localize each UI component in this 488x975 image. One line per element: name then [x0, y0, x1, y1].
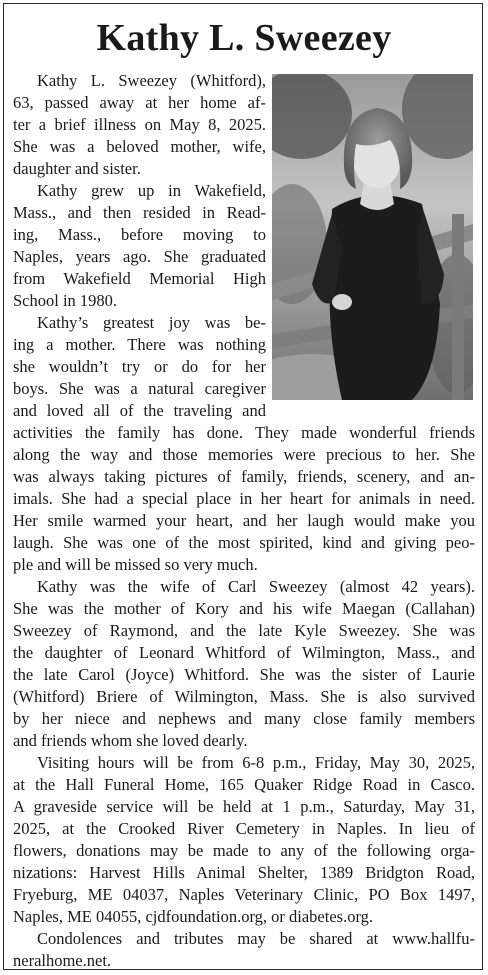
text-line: she wouldn’t try or do for her: [13, 357, 266, 376]
text-line: flowers, donations may be made to any of the following orga-: [13, 841, 475, 860]
text-line: neralhome.net.: [13, 951, 112, 970]
portrait-photo-icon: [272, 74, 473, 400]
text-line: ple and will be missed so very much.: [13, 555, 258, 574]
text-line: boys. She was a natural caregiver: [13, 379, 266, 398]
text-line: the late Carol (Joyce) Whitford. She was the sister of Laurie: [13, 665, 475, 684]
text-line: A graveside service will be held at 1 p.m., Saturday, May 31,: [13, 797, 475, 816]
text-line: Kathy grew up in Wakefield,: [37, 181, 266, 200]
text-line: School in 1980.: [13, 291, 118, 310]
text-line: was always taking pictures of family, friends, scenery, and an-: [13, 467, 475, 486]
text-line: and friends whom she loved dearly.: [13, 731, 248, 750]
obituary-title: Kathy L. Sweezey: [96, 17, 392, 59]
text-line: Her smile warmed your heart, and her laugh would make you: [13, 511, 475, 530]
text-line: She was a beloved mother, wife,: [13, 137, 266, 156]
text-line: activities the family has done. They made wonderful friends: [13, 423, 475, 442]
text-line: daughter and sister.: [13, 159, 141, 178]
text-line: Kathy’s greatest joy was be-: [37, 313, 266, 332]
text-line: at the Hall Funeral Home, 165 Quaker Ridge Road in Casco.: [13, 775, 475, 794]
text-line: imals. She had a special place in her heart for animals in need.: [13, 489, 475, 508]
text-line: (Whitford) Briere of Wilmington, Mass. She is also survived: [13, 687, 475, 706]
text-line: laugh. She was one of the most spirited, kind and giving peo-: [13, 533, 475, 552]
text-line: Visiting hours will be from 6-8 p.m., Friday, May 30, 2025,: [37, 753, 475, 772]
text-line: ing a mother. There was nothing: [13, 335, 266, 354]
text-line: She was the mother of Kory and his wife Maegan (Callahan): [13, 599, 475, 618]
text-line: Kathy was the wife of Carl Sweezey (almost 42 years).: [37, 577, 475, 596]
text-line: Naples, years ago. She graduated: [13, 247, 266, 266]
text-line: Fryeburg, ME 04037, Naples Veterinary Clinic, PO Box 1497,: [13, 885, 475, 904]
text-line: ing, Mass., before moving to: [13, 225, 266, 244]
text-line: and loved all of the traveling and: [13, 401, 266, 420]
text-line: 2025, at the Crooked River Cemetery in Naples. In lieu of: [13, 819, 475, 838]
text-line: along the way and those memories were precious to her. She: [13, 445, 475, 464]
text-line: 63, passed away at her home af-: [13, 93, 266, 112]
text-line: by her niece and nephews and many close family members: [13, 709, 475, 728]
text-line: from Wakefield Memorial High: [13, 269, 266, 288]
text-line: nizations: Harvest Hills Animal Shelter, 1389 Bridgton Road,: [13, 863, 475, 882]
text-line: the daughter of Leonard Whitford of Wilmington, Mass., and: [13, 643, 475, 662]
text-line: Condolences and tributes may be shared at www.hallfu-: [37, 929, 475, 948]
text-line: Kathy L. Sweezey (Whitford),: [37, 71, 266, 90]
text-line: Mass., and then resided in Read-: [13, 203, 266, 222]
text-line: Naples, ME 04055, cjdfoundation.org, or diabetes.org.: [13, 907, 374, 926]
text-line: Sweezey of Raymond, and the late Kyle Sweezey. She was: [13, 621, 475, 640]
text-line: ter a brief illness on May 8, 2025.: [13, 115, 266, 134]
